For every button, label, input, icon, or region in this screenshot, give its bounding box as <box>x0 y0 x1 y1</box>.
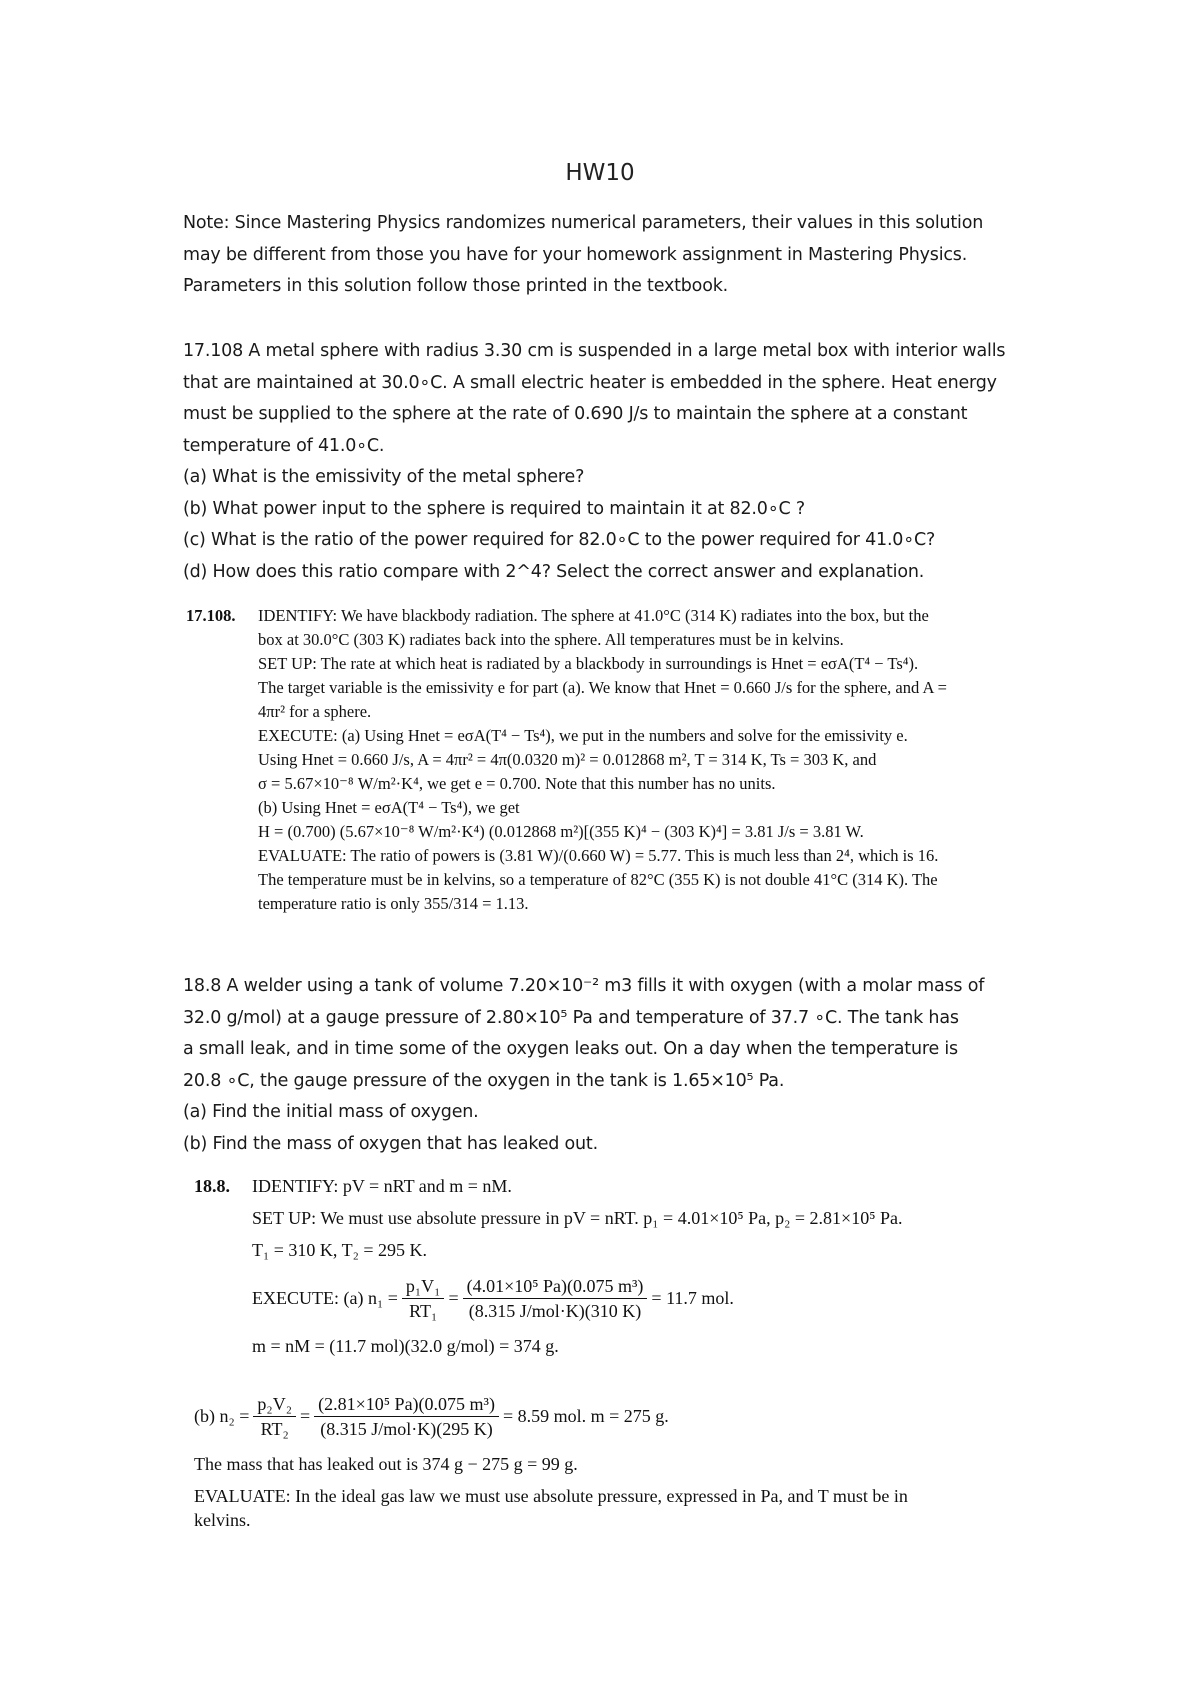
fraction <box>314 1392 499 1441</box>
solution-number: 17.108. <box>186 606 236 625</box>
solution-line: Using Hnet = 0.660 J/s, A = 4πr² = 4π(0.0320 m)² = 0.012868 m², T = 314 K, Ts = 303 K, and <box>258 750 877 769</box>
part-b-label: (b) n₂ = <box>194 1405 250 1426</box>
problem-18-8 <box>183 971 1033 1160</box>
problem-line: must be supplied to the sphere at the rate of 0.690 J/s to maintain the sphere at a constant <box>183 404 968 424</box>
leaked-line: The mass that has leaked out is 374 g − 275 g = 99 g. <box>194 1454 578 1474</box>
fraction-denominator: (8.315 J/mol·K)(310 K) <box>468 1300 642 1321</box>
fraction-denominator: (8.315 J/mol·K)(295 K) <box>320 1418 493 1439</box>
problem-line: 32.0 g/mol) at a gauge pressure of 2.80×10⁵ Pa and temperature of 37.7 ∘C. The tank has <box>183 1007 959 1028</box>
solution-18-8 <box>194 1170 1014 1536</box>
problem-17-108 <box>183 336 1033 588</box>
solution-line: The temperature must be in kelvins, so a temperature of 82°C (355 K) is not double 41°C (314 K). The <box>258 870 938 889</box>
note-line: may be different from those you have for your homework assignment in Mastering Physics. <box>183 244 968 265</box>
solution-line: IDENTIFY: We have blackbody radiation. The sphere at 41.0°C (314 K) radiates into the box, but the <box>258 606 929 625</box>
problem-part-d: (d) How does this ratio compare with 2^4? Select the correct answer and explanation. <box>183 561 925 582</box>
fraction <box>402 1274 445 1323</box>
solution-line: σ = 5.67×10⁻⁸ W/m²·K⁴, we get e = 0.700. Note that this number has no units. <box>258 774 776 793</box>
solution-line: EVALUATE: The ratio of powers is (3.81 W)/(0.660 W) = 5.77. This is much less than 2⁴, which is 16. <box>258 846 939 865</box>
problem-line: 20.8 ∘C, the gauge pressure of the oxygen in the tank is 1.65×10⁵ Pa. <box>183 1070 785 1091</box>
fraction-denominator: RT₁ <box>409 1300 438 1321</box>
solution-line: 4πr² for a sphere. <box>258 702 372 721</box>
page-title: HW10 <box>565 160 635 186</box>
fraction-numerator: (4.01×10⁵ Pa)(0.075 m³) <box>463 1274 648 1299</box>
note-paragraph <box>183 208 1033 303</box>
problem-line: that are maintained at 30.0∘C. A small electric heater is embedded in the sphere. Heat energy <box>183 372 997 393</box>
problem-part-b: (b) Find the mass of oxygen that has leaked out. <box>183 1133 598 1154</box>
temps-line: T₁ = 310 K, T₂ = 295 K. <box>252 1240 428 1260</box>
evaluate-line: kelvins. <box>194 1510 251 1530</box>
fraction <box>463 1274 648 1323</box>
execute-label: EXECUTE: (a) n₁ = <box>252 1287 398 1308</box>
fraction-numerator: p₂V₂ <box>253 1392 296 1417</box>
note-line: Note: Since Mastering Physics randomizes numerical parameters, their values in this solution <box>183 213 984 233</box>
evaluate-line: EVALUATE: In the ideal gas law we must use absolute pressure, expressed in Pa, and T must be in <box>194 1486 908 1506</box>
solution-line: (b) Using Hnet = eσA(T⁴ − Ts⁴), we get <box>258 798 520 817</box>
problem-line: a small leak, and in time some of the oxygen leaks out. On a day when the temperature is <box>183 1039 958 1059</box>
problem-part-b: (b) What power input to the sphere is required to maintain it at 82.0∘C ? <box>183 498 805 519</box>
solution-line: EXECUTE: (a) Using Hnet = eσA(T⁴ − Ts⁴), we put in the numbers and solve for the emissivity e. <box>258 726 908 745</box>
execute-equation: EXECUTE: (a) n₁ = $\frac{\text{p₁V₁}}{\text{RT₁}}$ = $\frac{\text{(4.01×10⁵ Pa)(0.075 m³)}}{\text{(8.315 J/mol·K)(310 K)}}$ = 11.7 mol. <box>252 1275 734 1321</box>
note-line: Parameters in this solution follow those printed in the textbook. <box>183 276 728 296</box>
problem-part-a: (a) Find the initial mass of oxygen. <box>183 1102 479 1122</box>
part-b-equation: (b) n₂ = $\frac{\text{p₂V₂}}{\text{RT₂}}$ = $\frac{\text{(2.81×10⁵ Pa)(0.075 m³)}}{\text{(8.315 J/mol·K)(295 K)}}$ = 8.59 mol. m = 275 g. <box>194 1393 669 1439</box>
solution-17-108 <box>186 604 1016 916</box>
solution-line: box at 30.0°C (303 K) radiates back into the sphere. All temperatures must be in kelvins. <box>258 630 844 649</box>
problem-line: 17.108 A metal sphere with radius 3.30 cm is suspended in a large metal box with interior walls <box>183 341 1006 361</box>
identify-line: IDENTIFY: pV = nRT and m = nM. <box>252 1176 512 1196</box>
solution-line: H = (0.700) (5.67×10⁻⁸ W/m²·K⁴) (0.012868 m²)[(355 K)⁴ − (303 K)⁴] = 3.81 J/s = 3.81 W. <box>258 822 864 841</box>
part-b-result: = 8.59 mol. m = 275 g. <box>502 1405 669 1426</box>
mass-line: m = nM = (11.7 mol)(32.0 g/mol) = 374 g. <box>252 1336 559 1356</box>
fraction-denominator: RT₂ <box>260 1418 289 1439</box>
fraction-numerator: p₁V₁ <box>402 1274 445 1299</box>
fraction-numerator: (2.81×10⁵ Pa)(0.075 m³) <box>314 1392 499 1417</box>
problem-line: temperature of 41.0∘C. <box>183 435 385 456</box>
problem-part-a: (a) What is the emissivity of the metal sphere? <box>183 467 585 487</box>
solution-line: SET UP: The rate at which heat is radiated by a blackbody in surroundings is Hnet = eσA(T⁴ − Ts⁴). <box>258 654 919 673</box>
solution-line: temperature ratio is only 355/314 = 1.13. <box>258 894 529 913</box>
solution-number: 18.8. <box>194 1176 230 1196</box>
setup-line: SET UP: We must use absolute pressure in pV = nRT. p₁ = 4.01×10⁵ Pa, p₂ = 2.81×10⁵ Pa. <box>252 1208 903 1228</box>
solution-line: The target variable is the emissivity e for part (a). We know that Hnet = 0.660 J/s for the sphere, and A = <box>258 678 947 697</box>
problem-part-c: (c) What is the ratio of the power required for 82.0∘C to the power required for 41.0∘C? <box>183 530 936 550</box>
fraction <box>253 1392 296 1441</box>
problem-line: 18.8 A welder using a tank of volume 7.20×10⁻² m3 fills it with oxygen (with a molar mass of <box>183 976 985 996</box>
execute-result: = 11.7 mol. <box>651 1287 734 1308</box>
